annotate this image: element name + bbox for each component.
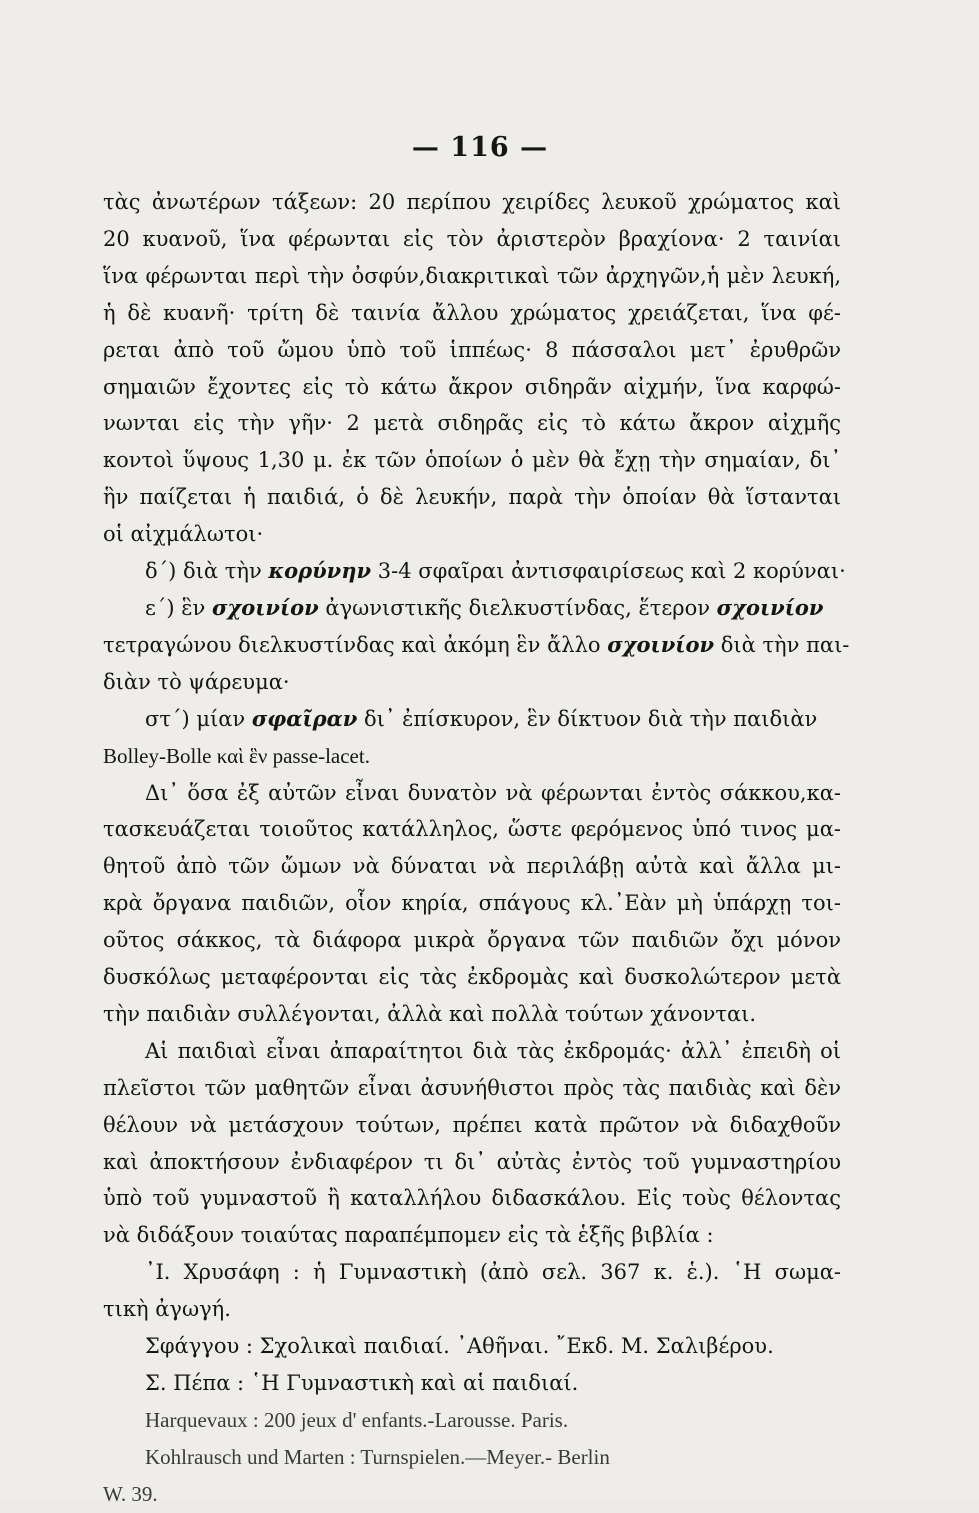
item-text: τετραγώνου διελκυστίνδας καὶ ἀκόμη ἓν ἄλλο: [103, 632, 608, 657]
item-emphasis: σφαῖραν: [251, 705, 358, 731]
list-item-epsilon: [103, 590, 841, 627]
text-line: οῦτος σάκκος, τὰ διάφορα μικρὰ ὄργανα τῶν παιδιῶν ὄχι μόνον: [103, 928, 841, 953]
reference-line: Kohlrausch und Marten : Turnspielen.—Meyer.- Berlin: [145, 1444, 610, 1469]
text-line: ὑπὸ τοῦ γυμναστοῦ ἢ καταλλήλου διδασκάλου. Εἰς τοὺς θέλοντας: [103, 1186, 841, 1211]
item-text: ἀγωνιστικῆς διελκυστίνδας, ἕτερον: [318, 595, 717, 620]
text-line: δυσκόλως μεταφέρονται εἰς τὰς ἐκδρομὰς καὶ δυσκολώτερον μετὰ: [103, 965, 841, 990]
reference-line: Σφάγγου : Σχολικαὶ παιδιαί. ᾽Αθῆναι. ῎Εκδ. Μ. Σαλιβέρου.: [145, 1334, 774, 1359]
reference-line: Σ. Πέπα : ῾Η Γυμναστικὴ καὶ αἱ παιδιαί.: [145, 1371, 579, 1395]
reference-line: ᾽Ι. Χρυσάφη : ἡ Γυμναστικὴ (ἀπὸ σελ. 367 κ. ἑ.). ῾Η σωμα-: [145, 1260, 841, 1285]
item-emphasis: σχοινίον: [211, 594, 319, 620]
text-line: νὰ διδάξουν τοιαύτας παραπέμπομεν εἰς τὰ ἑξῆς βιβλία :: [103, 1223, 714, 1248]
reference-line: Harquevaux : 200 jeux d' enfants.-Larousse. Paris.: [145, 1407, 569, 1432]
list-item-st: [103, 701, 841, 738]
item-text: δι᾽ ἐπίσκυρον, ἓν δίκτυον διὰ τὴν παιδιὰν: [357, 706, 818, 731]
item-text: ε´) ἓν: [145, 595, 212, 620]
text-line: 20 κυανοῦ, ἵνα φέρωνται εἰς τὸν ἀριστερὸν βραχίονα· 2 ταινίαι: [103, 226, 841, 251]
item-text: δ´) διὰ τὴν: [145, 559, 269, 584]
item-emphasis: κορύνην: [268, 558, 372, 584]
text-line: Bolley-Bolle καὶ ἓν passe-lacet.: [103, 743, 370, 768]
text-line: καὶ ἀποκτήσουν ἐνδιαφέρον τι δι᾽ αὐτὰς ἐντὸς τοῦ γυμναστηρίου: [103, 1149, 841, 1174]
text-line: ἵνα φέρωνται περὶ τὴν ὀσφύν,διακριτικαὶ τῶν ἀρχηγῶν,ἡ μὲν λευκή,: [103, 263, 841, 288]
text-line: Αἱ παιδιαὶ εἶναι ἀπαραίτητοι διὰ τὰς ἐκδρομάς· ἀλλ᾽ ἐπειδὴ οἱ: [145, 1038, 841, 1063]
text-line: πλεῖστοι τῶν μαθητῶν εἶναι ἀσυνήθιστοι πρὸς τὰς παιδιὰς καὶ δὲν: [103, 1075, 841, 1100]
item-emphasis: σχοινίον: [607, 631, 715, 657]
page-number: — 116 —: [411, 132, 549, 163]
text-line: κοντοὶ ὕψους 1,30 μ. ἐκ τῶν ὁποίων ὁ μὲν θὰ ἔχῃ τὴν σημαίαν, δι᾽: [103, 448, 841, 473]
text-line: [103, 627, 850, 664]
reference-line: τικὴ ἀγωγή.: [103, 1297, 231, 1322]
reference-line: W. 39.: [103, 1481, 158, 1506]
text-line: θητοῦ ἀπὸ τῶν ὤμων νὰ δύναται νὰ περιλάβῃ αὐτὰ καὶ ἄλλα μι-: [103, 854, 841, 879]
list-item-delta: [103, 553, 846, 590]
text-line: κρὰ ὄργανα παιδιῶν, οἷον κηρία, σπάγους κλ.᾽Εὰν μὴ ὑπάρχῃ τοι-: [103, 891, 841, 916]
text-line: σημαιῶν ἔχοντες εἰς τὸ κάτω ἄκρον σιδηρᾶν αἰχμήν, ἵνα καρφώ-: [103, 374, 841, 399]
text-line: τὰς ἀνωτέρων τάξεων: 20 περίπου χειρίδες λευκοῦ χρώματος καὶ: [103, 190, 841, 214]
item-text: 3-4 σφαῖραι ἀντισφαιρίσεως καὶ 2 κορύναι·: [371, 559, 846, 584]
text-line: τασκευάζεται τοιοῦτος κατάλληλος, ὥστε φερόμενος ὑπό τινος μα-: [103, 817, 841, 842]
item-emphasis: σχοινίον: [716, 594, 824, 620]
text-line: ἣν παίζεται ἡ παιδιά, ὁ δὲ λευκήν, παρὰ τὴν ὁποίαν θὰ ἵστανται: [103, 485, 841, 510]
text-line: οἱ αἰχμάλωτοι·: [103, 522, 264, 547]
item-text: διὰ τὴν παι-: [714, 632, 850, 657]
text-line: Δι᾽ ὅσα ἐξ αὐτῶν εἶναι δυνατὸν νὰ φέρωνται ἐντὸς σάκκου,κα-: [145, 780, 841, 805]
text-line: θέλουν νὰ μετάσχουν τούτων, πρέπει κατὰ πρῶτον νὰ διδαχθοῦν: [103, 1112, 841, 1137]
text-line: ρεται ἀπὸ τοῦ ὤμου ὑπὸ τοῦ ἱππέως· 8 πάσσαλοι μετ᾽ ἐρυθρῶν: [103, 337, 841, 362]
text-line: τὴν παιδιὰν συλλέγονται, ἀλλὰ καὶ πολλὰ τούτων χάνονται.: [103, 1001, 757, 1026]
text-line: νωνται εἰς τὴν γῆν· 2 μετὰ σιδηρᾶς εἰς τὸ κάτω ἄκρον αἰχμῆς: [103, 411, 841, 436]
page-body: [103, 184, 850, 1513]
text-line: ἡ δὲ κυανῆ· τρίτη δὲ ταινία ἄλλου χρώματος χρειάζεται, ἵνα φέ-: [103, 300, 841, 325]
item-text: στ´) μίαν: [145, 706, 252, 731]
text-line: διὰν τὸ ψάρευμα·: [103, 669, 290, 694]
